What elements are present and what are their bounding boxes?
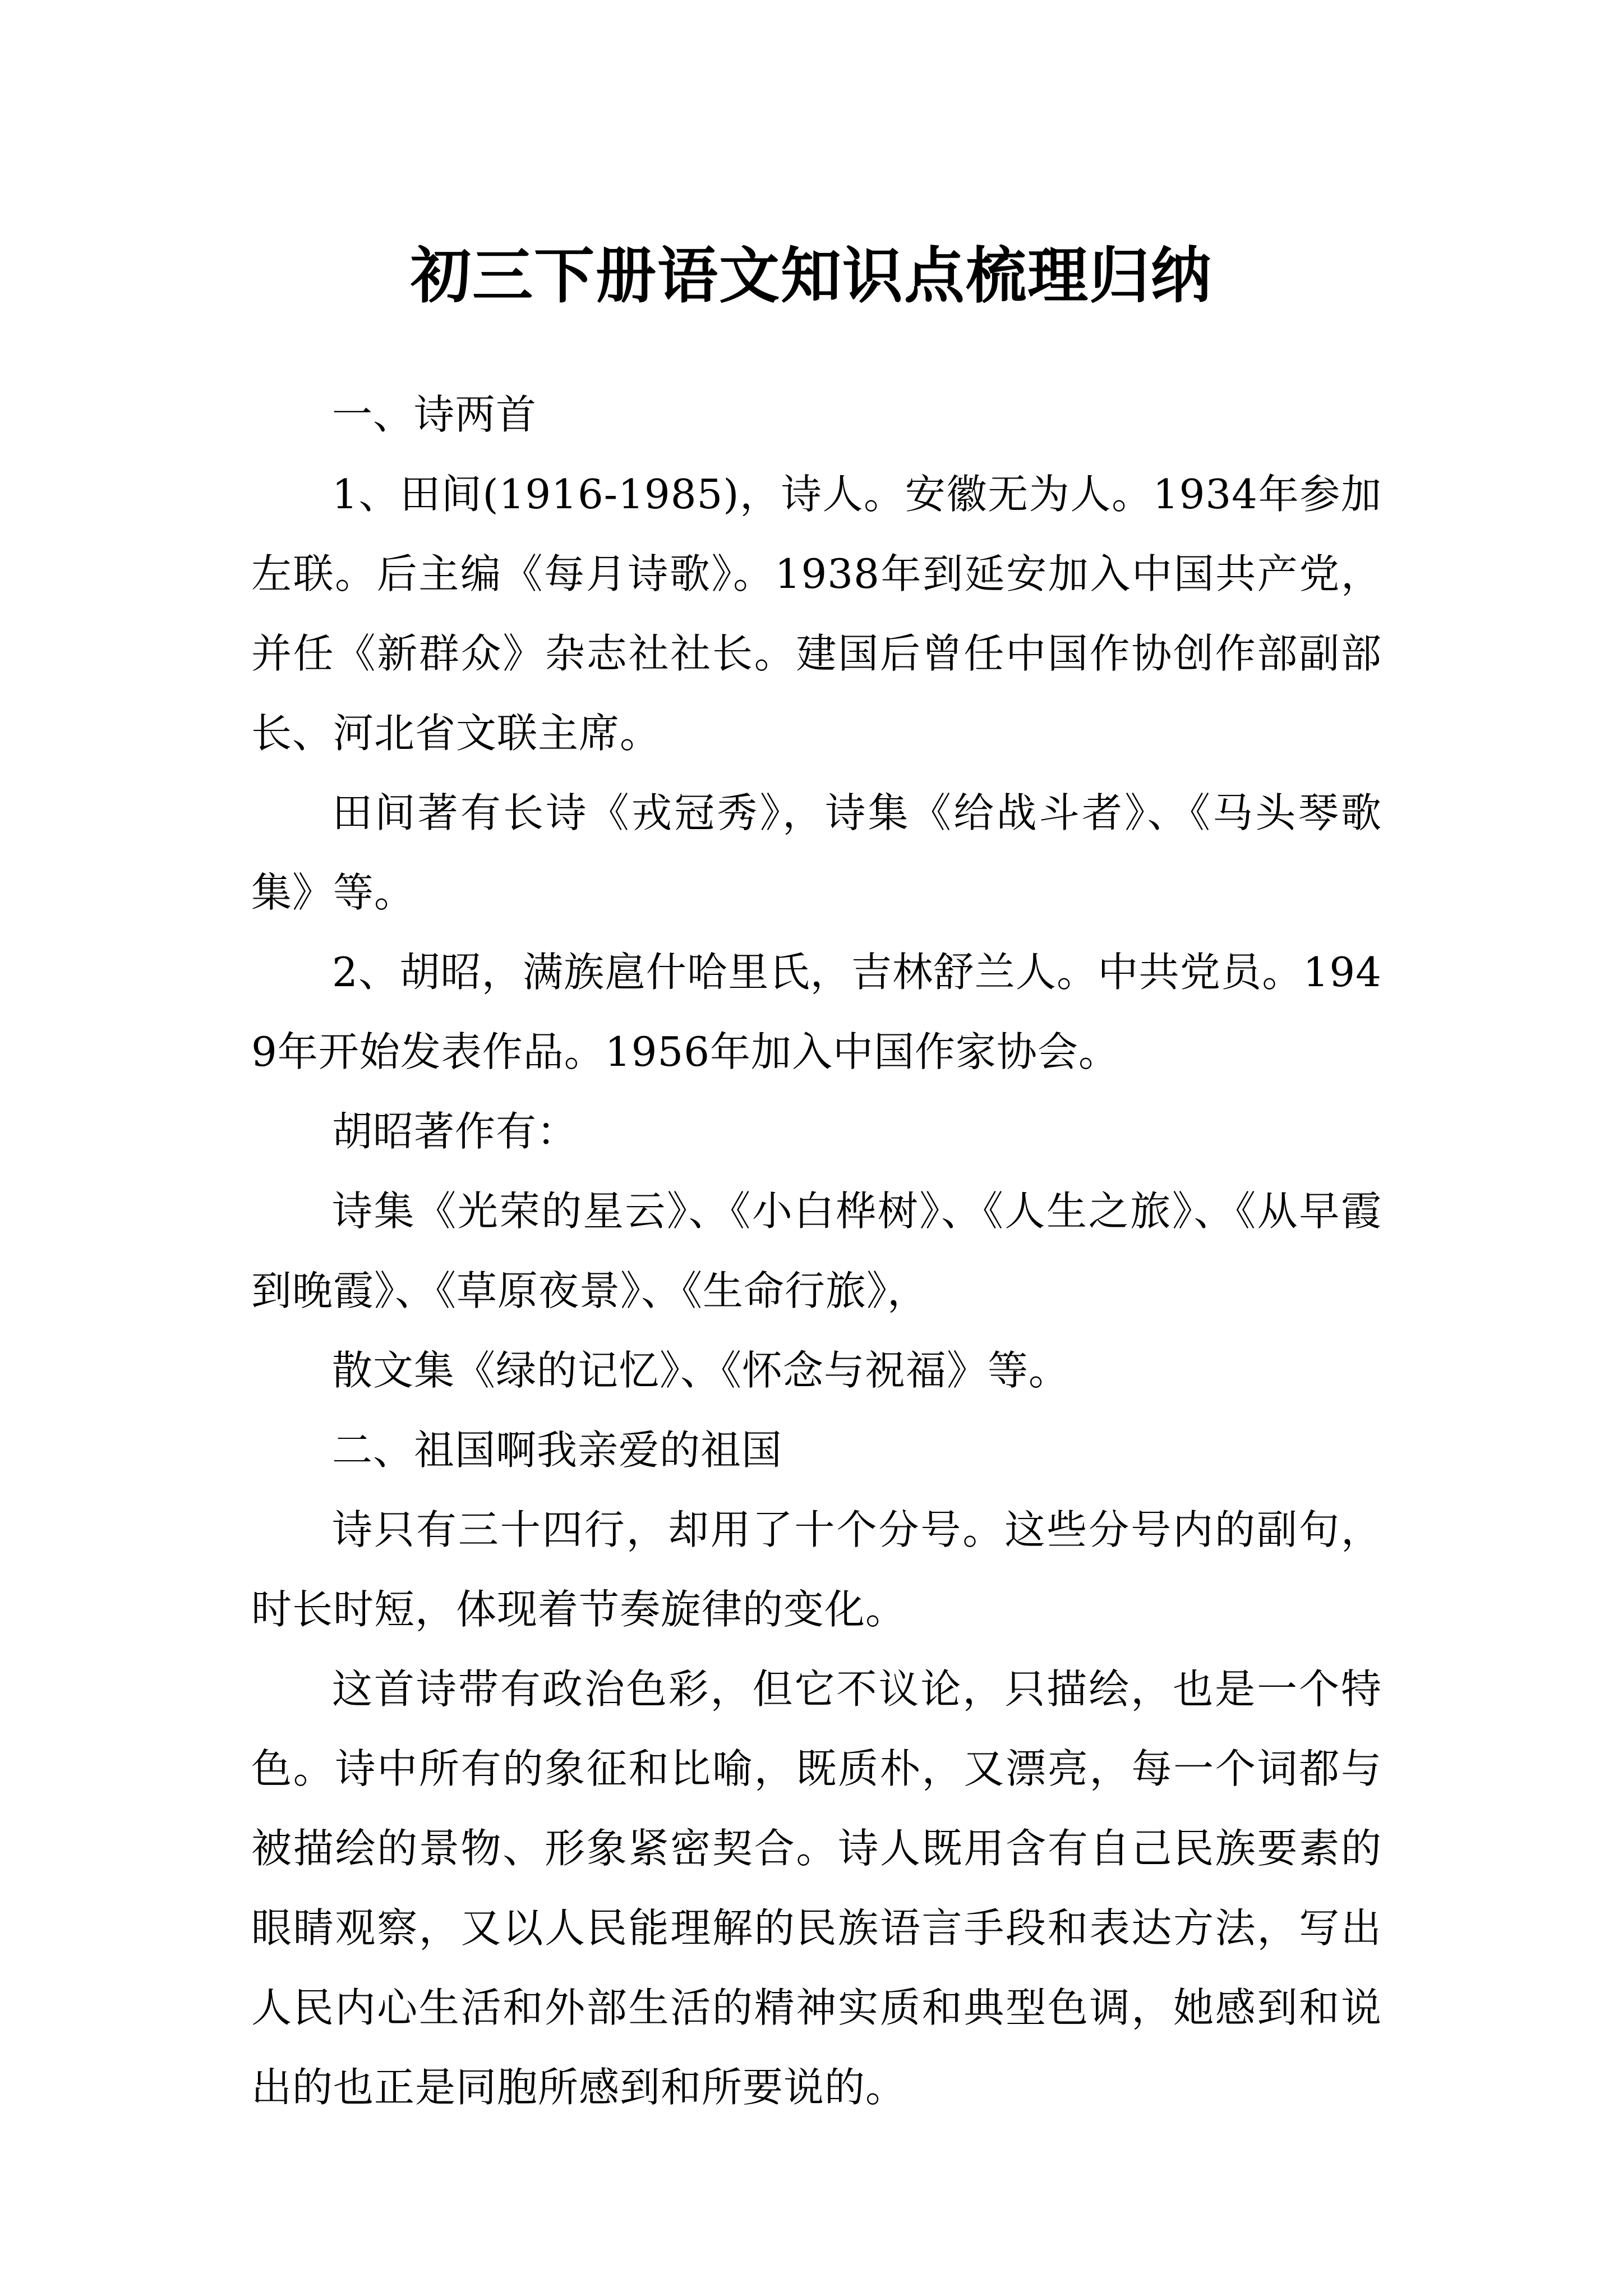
section-heading-motherland: 二、祖国啊我亲爱的祖国 <box>332 1427 783 1474</box>
paragraph-tianjian-bio: 1、田间(1916-1985)，诗人。安徽无为人。1934年参加左联。后主编《每月诗歌》。1938年到延安加入中国共产党，并任《新群众》杂志社社长。建国后曾任中国作协创作部副部长、河北省文联主席。 <box>251 471 1382 757</box>
paragraph-huzhao-poetry: 诗集《光荣的星云》、《小白桦树》、《人生之旅》、《从早霞到晚霞》、《草原夜景》、《生命行旅》， <box>251 1188 1382 1314</box>
paragraph-semicolons: 诗只有三十四行，却用了十个分号。这些分号内的副句，时长时短，体现着节奏旋律的变化。 <box>251 1506 1382 1633</box>
paragraph-tianjian-works: 田间著有长诗《戎冠秀》，诗集《给战斗者》、《马头琴歌集》等。 <box>251 789 1382 916</box>
paragraph-poem-features: 这首诗带有政治色彩，但它不议论，只描绘，也是一个特色。诗中所有的象征和比喻，既质朴，又漂亮，每一个词都与被描绘的景物、形象紧密契合。诗人既用含有自己民族要素的眼睛观察，又以人民能理解的民族语言手段和表达方法，写出人民内心生活和外部生活的精神实质和典型色调，她感到和说出的也正是同胞所感到和所要说的。 <box>251 1665 1382 2111</box>
document-title: 初三下册语文知识点梳理归纳 <box>410 241 1212 312</box>
paragraph-huzhao-works-intro: 胡昭著作有： <box>332 1108 578 1155</box>
paragraph-huzhao-prose: 散文集《绿的记忆》、《怀念与祝福》等。 <box>332 1347 1070 1394</box>
document-body <box>251 375 1382 2127</box>
paragraph-huzhao-bio: 2、胡昭，满族扈什哈里氏，吉林舒兰人。中共党员。1949年开始发表作品。1956年加入中国作家协会。 <box>251 949 1382 1075</box>
section-heading-poems: 一、诗两首 <box>332 391 537 438</box>
